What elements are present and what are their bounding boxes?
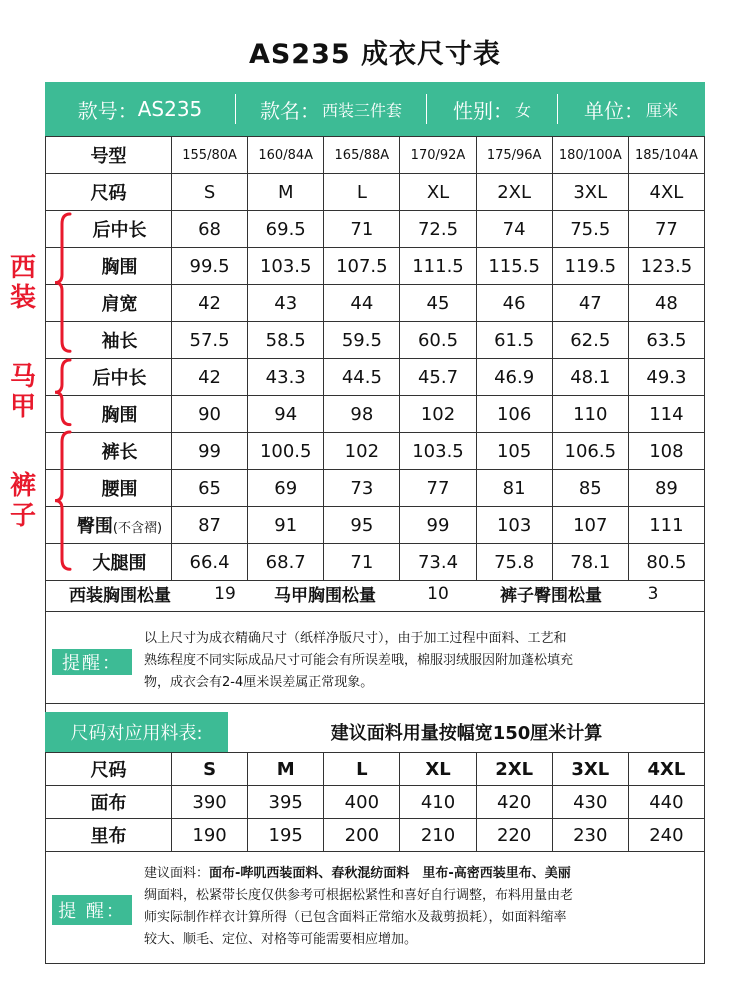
size-cell: 2XL — [476, 174, 552, 211]
measure-value: 69.5 — [248, 211, 324, 248]
measure-value: 68.7 — [248, 544, 324, 581]
measure-value: 85 — [552, 470, 628, 507]
fabric-value: 195 — [248, 819, 324, 852]
measure-value: 57.5 — [172, 322, 248, 359]
type-cell: 155/80A — [172, 137, 248, 174]
header-bar — [45, 82, 705, 136]
fabric-size-row — [46, 753, 705, 786]
measure-value: 62.5 — [552, 322, 628, 359]
measure-name: 袖长 — [101, 331, 138, 352]
gender-value: 女 — [514, 100, 531, 120]
measure-value: 90 — [172, 396, 248, 433]
fabric-value: 390 — [172, 786, 248, 819]
measure-value: 99 — [172, 433, 248, 470]
style-number — [45, 82, 235, 136]
fabric-header — [45, 712, 705, 752]
measure-name: 后中长 — [92, 368, 147, 389]
measure-value: 58.5 — [248, 322, 324, 359]
measure-value: 45.7 — [400, 359, 476, 396]
measure-value: 75.5 — [552, 211, 628, 248]
measure-row — [46, 544, 705, 581]
gender-label: 性别： — [452, 98, 513, 123]
unit-value: 厘米 — [645, 100, 678, 120]
measure-value: 100.5 — [248, 433, 324, 470]
type-cell: 170/92A — [400, 137, 476, 174]
size-table — [45, 136, 705, 581]
fabric-size-label: 尺码 — [46, 753, 172, 786]
measure-value: 94 — [248, 396, 324, 433]
measure-value: 115.5 — [476, 248, 552, 285]
category-brace — [50, 356, 72, 429]
style-label: 款号： — [77, 98, 138, 123]
type-cell: 185/104A — [628, 137, 704, 174]
size-cell: L — [324, 174, 400, 211]
reminder-line: 熟练程度不同实际成品尺寸可能会有所误差哦，棉服羽绒服因附加蓬松填充 — [144, 653, 574, 668]
measure-value: 87 — [172, 507, 248, 544]
measure-value: 99 — [400, 507, 476, 544]
size-label: 尺码 — [46, 174, 172, 211]
measure-value: 73.4 — [400, 544, 476, 581]
measure-name: 后中长 — [92, 220, 147, 241]
measure-name: 裤长 — [101, 442, 138, 463]
fabric-note: 建议面料用量按幅宽150厘米计算 — [330, 723, 603, 744]
measure-value: 105 — [476, 433, 552, 470]
fabric-value: 210 — [400, 819, 476, 852]
measure-value: 78.1 — [552, 544, 628, 581]
fabric-value: 200 — [324, 819, 400, 852]
fabric-label: 里布 — [46, 819, 172, 852]
measure-value: 60.5 — [400, 322, 476, 359]
reminder-line: 以上尺寸为成衣精确尺寸（纸样净版尺寸），由于加工过程中面料、工艺和 — [144, 631, 567, 646]
material-line: 绸面料，松紧带长度仅供参考可根据松紧性和喜好自行调整，布料用量由老 — [144, 888, 574, 903]
size-cell: S — [172, 174, 248, 211]
measure-value: 91 — [248, 507, 324, 544]
measure-value: 98 — [324, 396, 400, 433]
fabric-size-cell: 3XL — [552, 753, 628, 786]
fabric-value: 430 — [552, 786, 628, 819]
fabric-value: 190 — [172, 819, 248, 852]
fabric-size-cell: 4XL — [628, 753, 704, 786]
measure-value: 107 — [552, 507, 628, 544]
measure-value: 44.5 — [324, 359, 400, 396]
fabric-row — [46, 819, 705, 852]
vest-loose-label: 马甲胸围松量 — [274, 586, 376, 606]
fabric-value: 420 — [476, 786, 552, 819]
material-prefix: 建议面料： — [144, 866, 210, 881]
measure-value: 68 — [172, 211, 248, 248]
measure-value: 103 — [476, 507, 552, 544]
measure-name: 大腿围 — [92, 553, 147, 574]
category-char: 装 — [9, 282, 36, 313]
measure-value: 47 — [552, 285, 628, 322]
measure-row — [46, 322, 705, 359]
vest-loose-value: 10 — [427, 583, 449, 604]
measure-value: 103.5 — [248, 248, 324, 285]
category-char: 马 — [9, 362, 36, 393]
suit-loose-label: 西装胸围松量 — [69, 586, 171, 606]
fabric-value: 230 — [552, 819, 628, 852]
measure-value: 44 — [324, 285, 400, 322]
name-label: 款名： — [259, 98, 320, 123]
measure-row — [46, 359, 705, 396]
measure-value: 102 — [400, 396, 476, 433]
measure-value: 74 — [476, 211, 552, 248]
category-char: 西 — [9, 252, 36, 283]
category-char: 甲 — [9, 392, 36, 423]
size-row — [46, 174, 705, 211]
measure-name: 胸围 — [101, 257, 138, 278]
measure-value: 45 — [400, 285, 476, 322]
measure-value: 95 — [324, 507, 400, 544]
measure-value: 106 — [476, 396, 552, 433]
divider — [45, 703, 705, 704]
fabric-value: 395 — [248, 786, 324, 819]
measure-name: 胸围 — [101, 405, 138, 426]
fabric-size-cell: L — [324, 753, 400, 786]
fabric-size-cell: M — [248, 753, 324, 786]
measure-value: 65 — [172, 470, 248, 507]
fabric-value: 220 — [476, 819, 552, 852]
measure-row — [46, 507, 705, 544]
type-cell: 175/96A — [476, 137, 552, 174]
measure-value: 42 — [172, 359, 248, 396]
category-char: 裤 — [9, 470, 36, 501]
material-line: 师实际制作样衣计算所得（已包含面料正常缩水及裁剪损耗），如面料缩率 — [144, 910, 567, 925]
measure-name: 肩宽 — [101, 294, 138, 315]
suit-loose-value: 19 — [214, 583, 236, 604]
measure-value: 71 — [324, 211, 400, 248]
measure-value: 42 — [172, 285, 248, 322]
size-cell: M — [248, 174, 324, 211]
measure-value: 66.4 — [172, 544, 248, 581]
measure-value: 114 — [628, 396, 704, 433]
type-cell: 160/84A — [248, 137, 324, 174]
measure-value: 63.5 — [628, 322, 704, 359]
measure-value: 107.5 — [324, 248, 400, 285]
measure-value: 108 — [628, 433, 704, 470]
measure-value: 111 — [628, 507, 704, 544]
measure-value: 48.1 — [552, 359, 628, 396]
type-cell: 180/100A — [552, 137, 628, 174]
measure-value: 123.5 — [628, 248, 704, 285]
measure-row — [46, 470, 705, 507]
unit-label: 单位： — [583, 98, 644, 123]
measure-value: 119.5 — [552, 248, 628, 285]
measure-value: 80.5 — [628, 544, 704, 581]
fabric-value: 240 — [628, 819, 704, 852]
measure-value: 72.5 — [400, 211, 476, 248]
measure-value: 69 — [248, 470, 324, 507]
measure-note: (不含褶) — [112, 521, 163, 536]
measure-value: 75.8 — [476, 544, 552, 581]
fabric-value: 400 — [324, 786, 400, 819]
pants-loose-value: 3 — [647, 583, 659, 604]
fabric-label: 面布 — [46, 786, 172, 819]
fabric-tag: 尺码对应用料表: — [45, 712, 228, 752]
measure-value: 49.3 — [628, 359, 704, 396]
material-line: 较大、顺毛、定位、对格等可能需要相应增加。 — [144, 932, 418, 947]
measure-name: 臀围 — [76, 516, 113, 537]
measure-value: 77 — [400, 470, 476, 507]
fabric-value: 440 — [628, 786, 704, 819]
reminder-badge: 提醒： — [52, 649, 132, 675]
fabric-value: 410 — [400, 786, 476, 819]
measure-value: 111.5 — [400, 248, 476, 285]
measure-value: 77 — [628, 211, 704, 248]
reminder-text — [144, 628, 700, 694]
gender — [427, 82, 557, 136]
measure-row — [46, 433, 705, 470]
measure-value: 46 — [476, 285, 552, 322]
measure-value: 103.5 — [400, 433, 476, 470]
measure-value: 46.9 — [476, 359, 552, 396]
measure-value: 43.3 — [248, 359, 324, 396]
fabric-size-cell: 2XL — [476, 753, 552, 786]
measure-row — [46, 396, 705, 433]
style-value: AS235 — [137, 97, 203, 121]
measure-value: 81 — [476, 470, 552, 507]
fabric-size-cell: XL — [400, 753, 476, 786]
type-label: 号型 — [46, 137, 172, 174]
measure-value: 61.5 — [476, 322, 552, 359]
fabric-size-cell: S — [172, 753, 248, 786]
size-cell: XL — [400, 174, 476, 211]
type-cell: 165/88A — [324, 137, 400, 174]
category-char: 子 — [9, 500, 36, 531]
measure-name: 腰围 — [101, 479, 138, 500]
measure-value: 89 — [628, 470, 704, 507]
measure-value: 73 — [324, 470, 400, 507]
measure-row — [46, 211, 705, 248]
reminder-badge: 提 醒： — [52, 895, 132, 925]
measure-value: 102 — [324, 433, 400, 470]
looseness-row — [45, 576, 705, 612]
material-note — [144, 863, 700, 951]
pants-loose-label: 裤子臀围松量 — [500, 586, 602, 606]
type-row — [46, 137, 705, 174]
page-title: AS235 成衣尺寸表 — [248, 39, 502, 70]
measure-value: 99.5 — [172, 248, 248, 285]
category-brace — [50, 210, 72, 355]
reminder-line: 物，成衣会有2-4厘米误差属正常现象。 — [144, 675, 374, 690]
measure-row — [46, 248, 705, 285]
measure-value: 48 — [628, 285, 704, 322]
measure-value: 106.5 — [552, 433, 628, 470]
size-cell: 4XL — [628, 174, 704, 211]
measure-value: 43 — [248, 285, 324, 322]
unit — [558, 82, 704, 136]
fabric-table — [45, 752, 705, 852]
style-name — [236, 82, 426, 136]
fabric-row — [46, 786, 705, 819]
category-brace — [50, 428, 72, 573]
measure-row — [46, 285, 705, 322]
measure-value: 110 — [552, 396, 628, 433]
name-value: 西装三件套 — [321, 100, 402, 120]
measure-value: 71 — [324, 544, 400, 581]
measure-value: 59.5 — [324, 322, 400, 359]
material-bold: 面布-哔叽西装面料、春秋混纺面料 里布-高密西装里布、美丽 — [209, 866, 571, 881]
size-cell: 3XL — [552, 174, 628, 211]
